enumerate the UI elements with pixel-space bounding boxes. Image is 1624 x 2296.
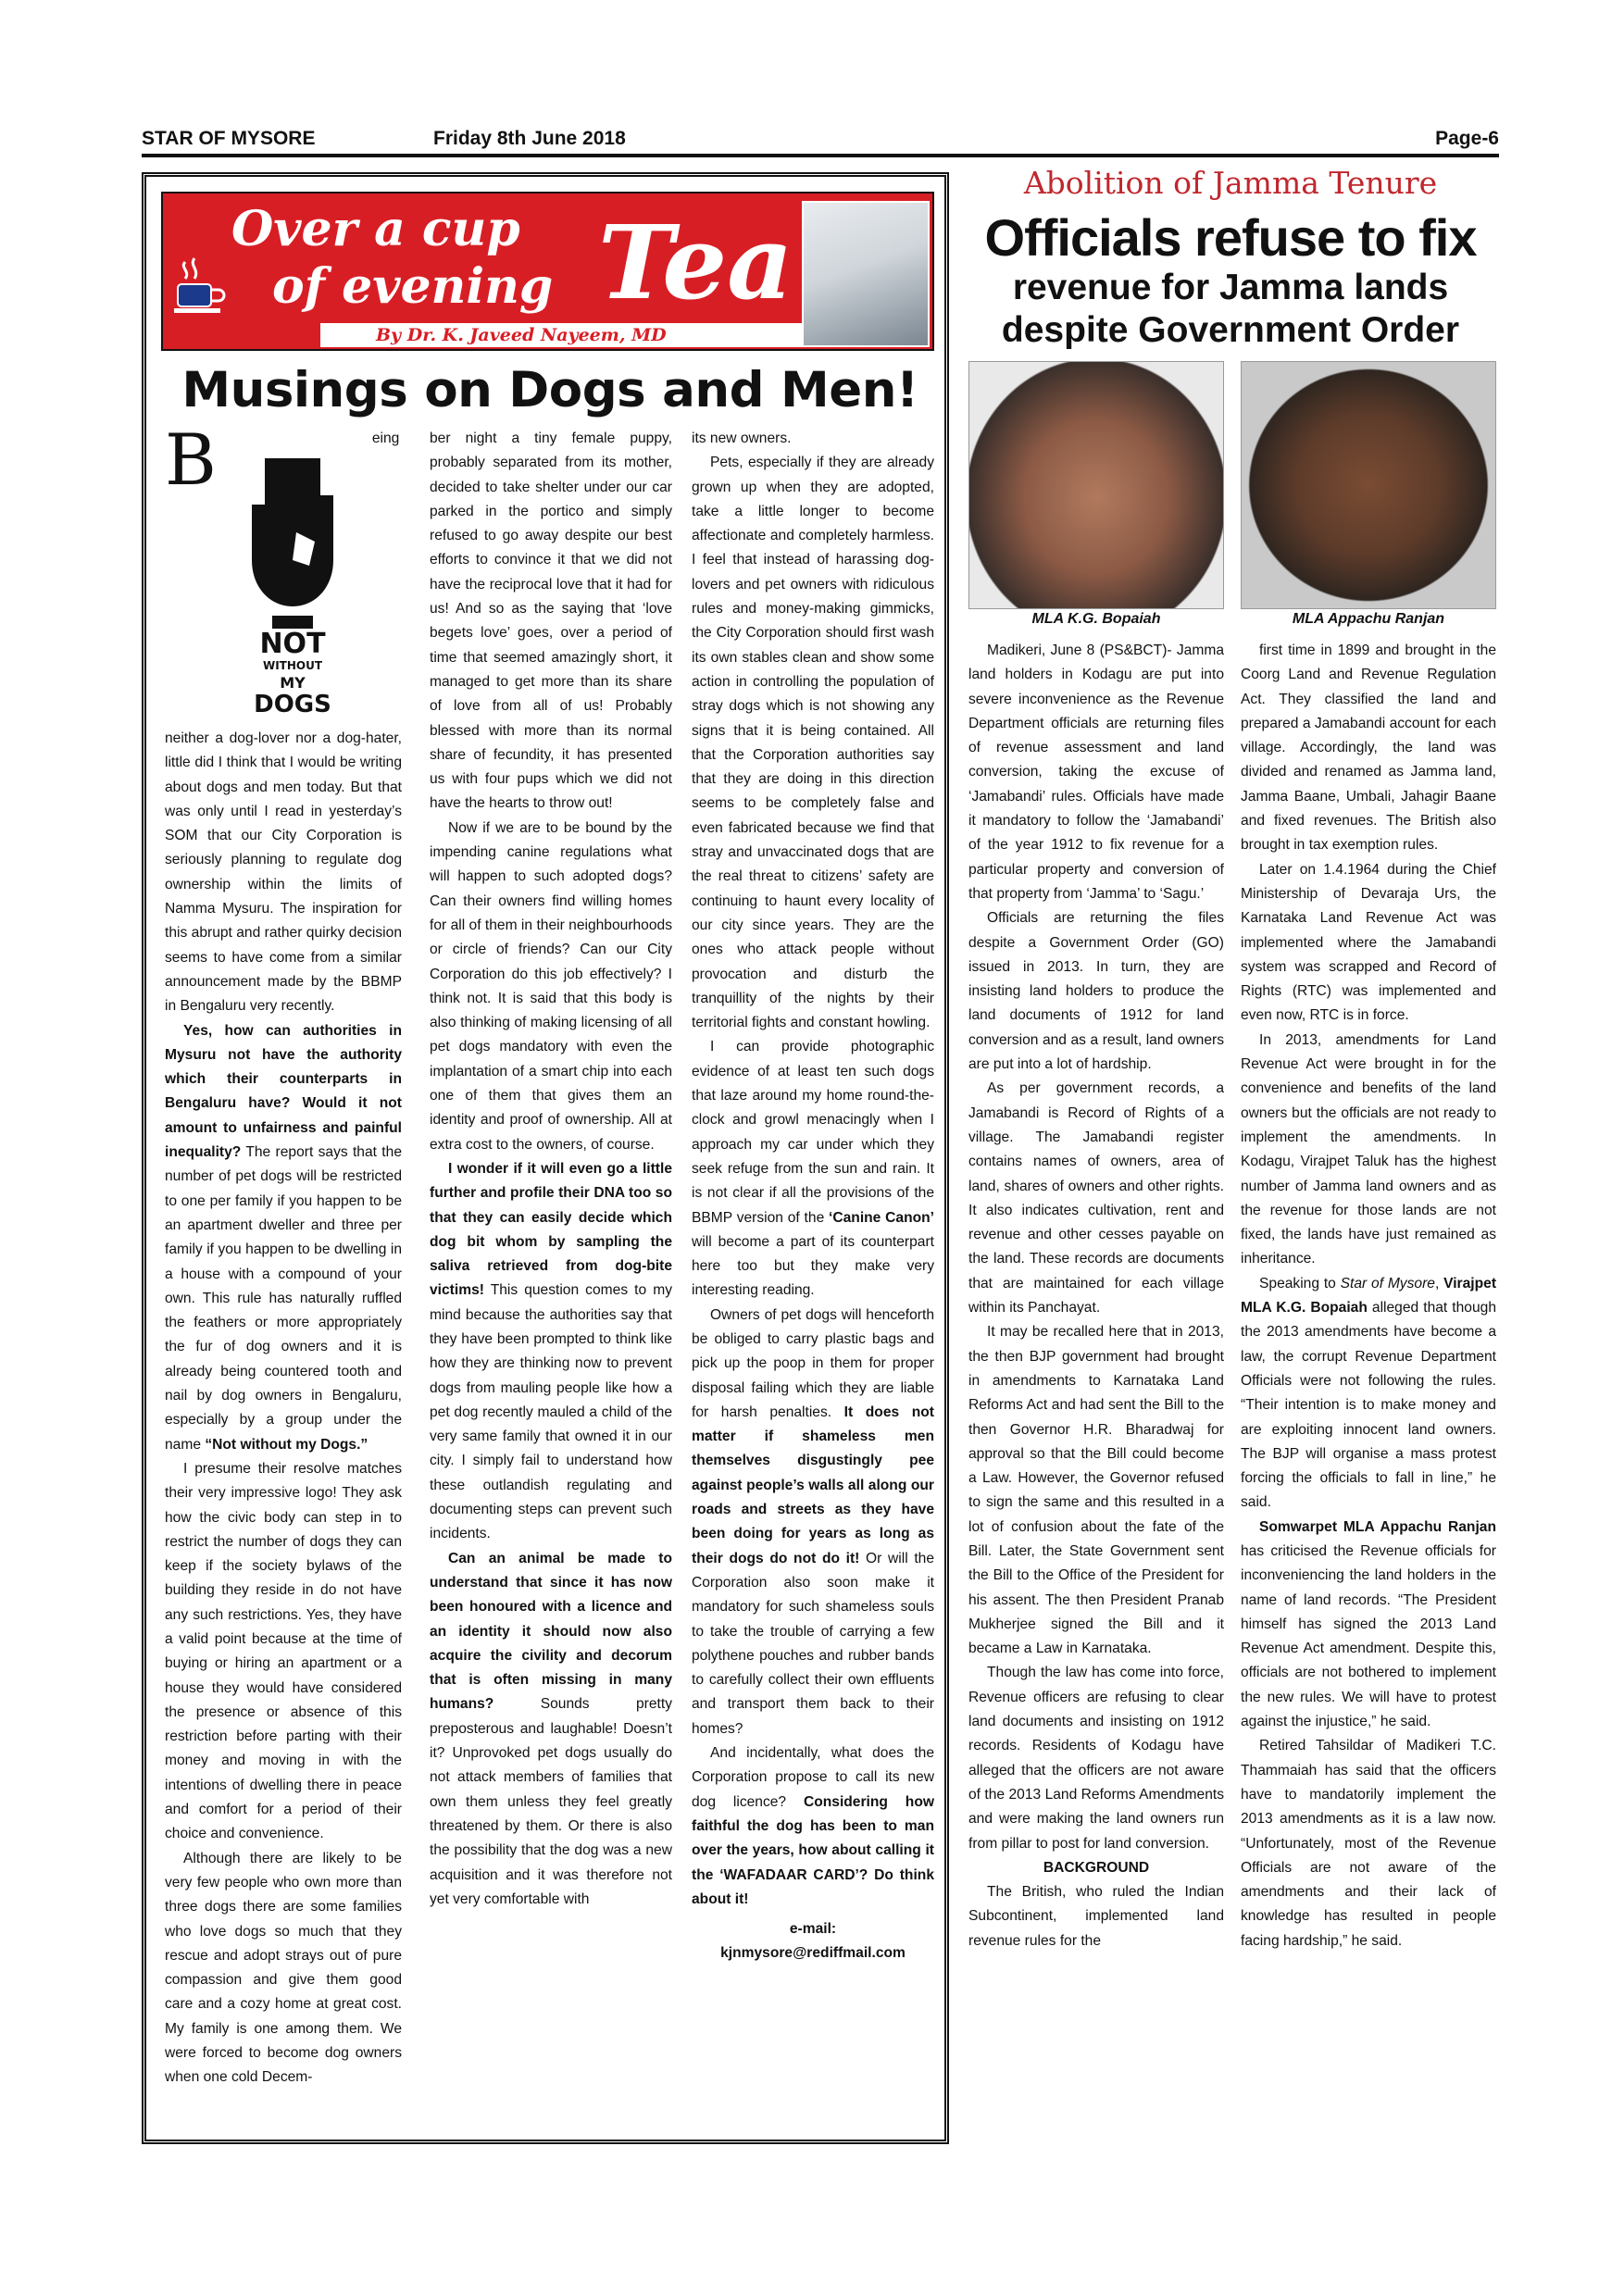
photo-caption: MLA Appachu Ranjan: [1292, 611, 1445, 627]
paragraph: Officials are returning the files despite a Government Order (GO) issued in 2013. In turn, they are insisting land holders to produce the land documents of 1912 for land conversion and as a result, land owners are put into a lot of hardship.: [968, 910, 1224, 1073]
paragraph: Although there are likely to be very few people who own more than three dogs there are some families who love dogs so much that they rescue and adopt strays out of pure compassion and give them good care and a cozy home at great cost. My family is one among them. We were forced to become dog owners when one cold Decem-: [165, 1850, 402, 2086]
teacup-icon: [172, 256, 231, 316]
paragraph: Though the law has come into force, Revenue officers are refusing to clear land documents and insisting on 1912 records. Residents of Kodagu have alleged that the officers are not aware of the 2013 Land Reforms Amendments and were making the land owners run from pillar to post for land conversion.: [968, 1665, 1224, 1852]
news-column-1: [968, 639, 1224, 1953]
portrait-photo-appachu-ranjan: [1241, 361, 1496, 609]
paragraph: I wonder if it will even go a little further and profile their DNA too so that they can easily decide which dog bit whom by sampling the saliva retrieved from dog-bite victims! This question comes to my mind because the authorities say that they have been prompted to think like how they are thinking now to prevent dogs from mauling people like how a pet dog recently mauled a child of the very same family that owned it in our city. I simply fail to understand how these outlandish regulating and documenting steps can prevent such incidents.: [430, 1160, 672, 1542]
page-number: Page-6: [1435, 128, 1499, 149]
publication-name: STAR OF MYSORE: [142, 128, 316, 149]
news-headline: Officials refuse to fix: [984, 208, 1477, 267]
paragraph: Later on 1.4.1964 during the Chief Ministership of Devaraja Urs, the Karnataka Land Revenue Act was implemented where the Jamabandi system was scrapped and Record of Rights (RTC) was implemented and even now, RTC is in force.: [1241, 861, 1496, 1024]
article-kicker: Abolition of Jamma Tenure: [1023, 165, 1438, 201]
portrait-photo-bopaiah: [968, 361, 1224, 609]
paragraph: Can an animal be made to understand that since it has now been honoured with a licence and an identity it should now also acquire the civility and decorum that is often missing in many humans? Sounds pretty preposterous and laughable! Doesn’t it? Unprovoked pet dogs usually do not attack members of families that own them unless they feel greatly threatened by them. Or there is also the possibility that the dog was a new acquisition and it was therefore not yet very comfortable with: [430, 1550, 672, 1907]
news-column-2: [1241, 639, 1496, 1953]
article-headline: Musings on Dogs and Men!: [181, 362, 918, 418]
banner-title-line2: of evening: [272, 258, 554, 315]
paragraph: I can provide photographic evidence of at least ten such dogs that laze around my home round-the-clock and growl menacingly when I approach my car under which they seek refuge from the sun and rain. It is not clear if all the provisions of the BBMP version of the ‘Canine Canon’ will become a part of its counterpart here too but they make very interesting reading.: [692, 1039, 934, 1299]
paragraph: its new owners.: [692, 430, 792, 446]
banner-title-line1: Over a cup: [231, 201, 520, 257]
svg-text:DOGS: DOGS: [253, 691, 331, 718]
author-email-block: [692, 1917, 934, 1966]
paragraph: It may be recalled here that in 2013, the then BJP government had brought in amendments to Karnataka Land Reforms Act and had sent the Bill to the then Governor H.R. Bharadwaj for approval so that the Bill could become a Law. However, the Governor refused to sign the same and this resulted in a lot of confusion about the fate of the Bill. Later, the State Government sent the Bill to the Office of the President for his assent. The then President Pranab Mukherjee signed the Bill and it became a Law in Karnataka.: [968, 1324, 1224, 1657]
author-byline: By Dr. K. Javeed Nayeem, MD: [320, 323, 802, 347]
paragraph: Pets, especially if they are already grown up when they are adopted, take a little longer to become affectionate and completely harmless. I feel that instead of harassing dog-lovers and pet owners with ridiculous rules and money-making gimmicks, the City Corporation should first wash its own stables clean and show some action in controlling the population of stray dogs which is not showing any signs that it is being contained. All that the Corporation authorities say that they are doing in this direction seems to be completely false and even fabricated because we find that stray and unvaccinated dogs that are the real threat to citizens’ safety are continuing to haunt every locality of our city since years. They are the ones who attack people without provocation and disturb the tranquillity of the nights by their territorial fights and constant howling.: [692, 455, 934, 1031]
not-without-my-dogs-logo: [222, 430, 363, 723]
page-header: [142, 126, 1499, 157]
article-column-3: [692, 427, 934, 1966]
paragraph: Somwarpet MLA Appachu Ranjan has criticised the Revenue officials for inconveniencing the land holders in the name of land records. “The President himself has signed the 2013 Land Revenue Act amendment. Despite this, officials are not bothered to implement the new rules. We will have to protest against the injustice,” he said.: [1241, 1518, 1496, 1730]
svg-text:WITHOUT: WITHOUT: [262, 659, 322, 672]
article-column-1: [165, 418, 402, 2090]
column-banner: [161, 192, 934, 351]
drop-cap: B: [165, 418, 217, 501]
paragraph: first time in 1899 and brought in the Coorg Land and Revenue Regulation Act. They classified the land and prepared a Jamabandi account for each village. Accordingly, the land was divided and renamed as Jamma land, Jamma Baane, Umbali, Jahagir Baane and fixed revenues. The British also brought in tax exemption rules.: [1241, 643, 1496, 854]
paragraph: The British, who ruled the Indian Subcontinent, implemented land revenue rules for the: [968, 1884, 1224, 1949]
paragraph: As per government records, a Jamabandi is Record of Rights of a village. The Jamabandi register contains names of owners, area of land, shares of owners and other rights. It also indicates cultivation, rent and revenue and other cesses payable on the land. These records are documents that are maintained for each village within its Panchayat.: [968, 1080, 1224, 1316]
author-photo: [802, 201, 930, 347]
paragraph: ber night a tiny female puppy, probably separated from its mother, decided to take shelter under our car parked in the portico and simply refused to go away despite our best efforts to convince it that we did not have the reciprocal love that it had for us! And so as the saying that ‘love begets love’ goes, over a period of time that seemed amazingly short, it managed to get more than its share of love from all of us! Probably blessed with more than its normal share of fecundity, it has presented us with four pups which we did not have the hearts to throw out!: [430, 430, 672, 812]
paragraph: Speaking to Star of Mysore, Virajpet MLA K.G. Bopaiah alleged that though the 2013 amendments have become a law, the corrupt Revenue Department Officials were not following the rules. “Their intention is to make money and are exploiting innocent land owners. The BJP will organise a mass protest forcing the officials to fall in line,” he said.: [1241, 1275, 1497, 1511]
paragraph: In 2013, amendments for Land Revenue Act were brought in for the convenience and benefits of the land owners but the officials are not ready to implement the amendments. In Kodagu, Virajpet Taluk has the highest number of Jamma land owners and as the revenue for those lands are not fixed, the lands have just remained as inheritance.: [1241, 1031, 1496, 1267]
photo-caption: MLA K.G. Bopaiah: [1031, 611, 1161, 627]
paragraph: And incidentally, what does the Corporation propose to call its new dog licence? Considering how faithful the dog has been to man over the years, how about calling it the ‘WAFADAAR CARD’? Do think about it!: [692, 1745, 934, 1907]
svg-text:MY: MY: [280, 674, 306, 692]
paragraph: I presume their resolve matches their very impressive logo! They ask how the civic body can step in to restrict the number of dogs they can keep if the society bylaws of the building they reside in do not have any such restrictions. Yes, they have a valid point because at the time of buying or hiring an apartment or a house they would have considered the presence or absence of this restriction before parting with their money and moving in with the intentions of dwelling there in peace and comfort for a period of their choice and convenience.: [165, 1460, 402, 1842]
paragraph: Now if we are to be bound by the impending canine regulations what will happen to such adopted dogs? Can their owners find willing homes for all of them in their neighbourhoods or circle of friends? Can our City Corporation do this job effectively? I think not. It is said that this body is also thinking of making licensing of all pet dogs mandatory with even the implantation of a smart chip into each one of them that gives them an identity and proof of ownership. All at extra cost to the owners, of course.: [430, 819, 672, 1153]
svg-text:NOT: NOT: [259, 628, 326, 660]
paragraph: NOT WITHOUT MY DOGS eing neither a dog-lover nor a dog-hater, little did I think that I would be writing about dogs and men today. But that was only until I read in yesterday’s SOM that our City Corporation is seriously planning to regulate dog ownership within the limits of Namma Mysuru. The inspiration for this abrupt and rather quirky decision seems to have come from a similar announcement made by the BBMP in Bengaluru very recently.: [165, 430, 402, 1015]
paragraph: Yes, how can authorities in Mysuru not have the authority which their counterparts in Bengaluru have? Would it not amount to unfairness and painful inequality? The report says that the number of pet dogs will be restricted to one per family if you happen to be an apartment dweller and three per family if you happen to be dwelling in a house with a compound of your own. This rule has naturally ruffled the feathers or more appropriately the fur of dog owners and it is already being countered tooth and nail by dog owners in Bengaluru, especially by a group under the name “Not without my Dogs.”: [165, 1022, 402, 1453]
article-column-2: [430, 427, 672, 1912]
issue-date: Friday 8th June 2018: [433, 128, 626, 149]
email-address: kjnmysore@rediffmail.com: [720, 1945, 906, 1962]
section-subhead: BACKGROUND: [1043, 1859, 1150, 1876]
email-label: e-mail:: [789, 1921, 837, 1938]
news-subheadline: revenue for Jamma lands despite Government Order: [1001, 268, 1460, 350]
paragraph: Madikeri, June 8 (PS&BCT)- Jamma land holders in Kodagu are put into severe inconvenience as the Revenue Department officials are returning files of revenue assessment and land conversion, taking the excuse of ‘Jamabandi’ rules. Officials have made it mandatory to follow the ‘Jamabandi’ of the year 1912 to fix revenue for a particular property and conversion of that property from ‘Jamma’ to ‘Sagu.’: [968, 643, 1224, 902]
paragraph: Owners of pet dogs will henceforth be obliged to carry plastic bags and pick up the poop in them for proper disposal failing which they are liable for harsh penalties. It does not matter if shameless men themselves disgustingly pee against people’s walls all along our roads and streets as they have been doing for years as long as their dogs do not do it! Or will the Corporation also soon make it mandatory for such shameless souls to take the trouble of carrying a few polythene pouches and rubber bands to carefully collect their own effluents and transport them back to their homes?: [692, 1306, 935, 1737]
banner-title-tea: Tea: [598, 203, 793, 322]
column-article-box: [142, 172, 949, 2144]
paragraph: Retired Tahsildar of Madikeri T.C. Thammaiah has said that the officers have to mandatorily implement the 2013 amendments as it is a law now. “Unfortunately, most of the Revenue Officials are not aware of the amendments and their lack of knowledge has resulted in people facing hardship,” he said.: [1241, 1738, 1496, 1949]
